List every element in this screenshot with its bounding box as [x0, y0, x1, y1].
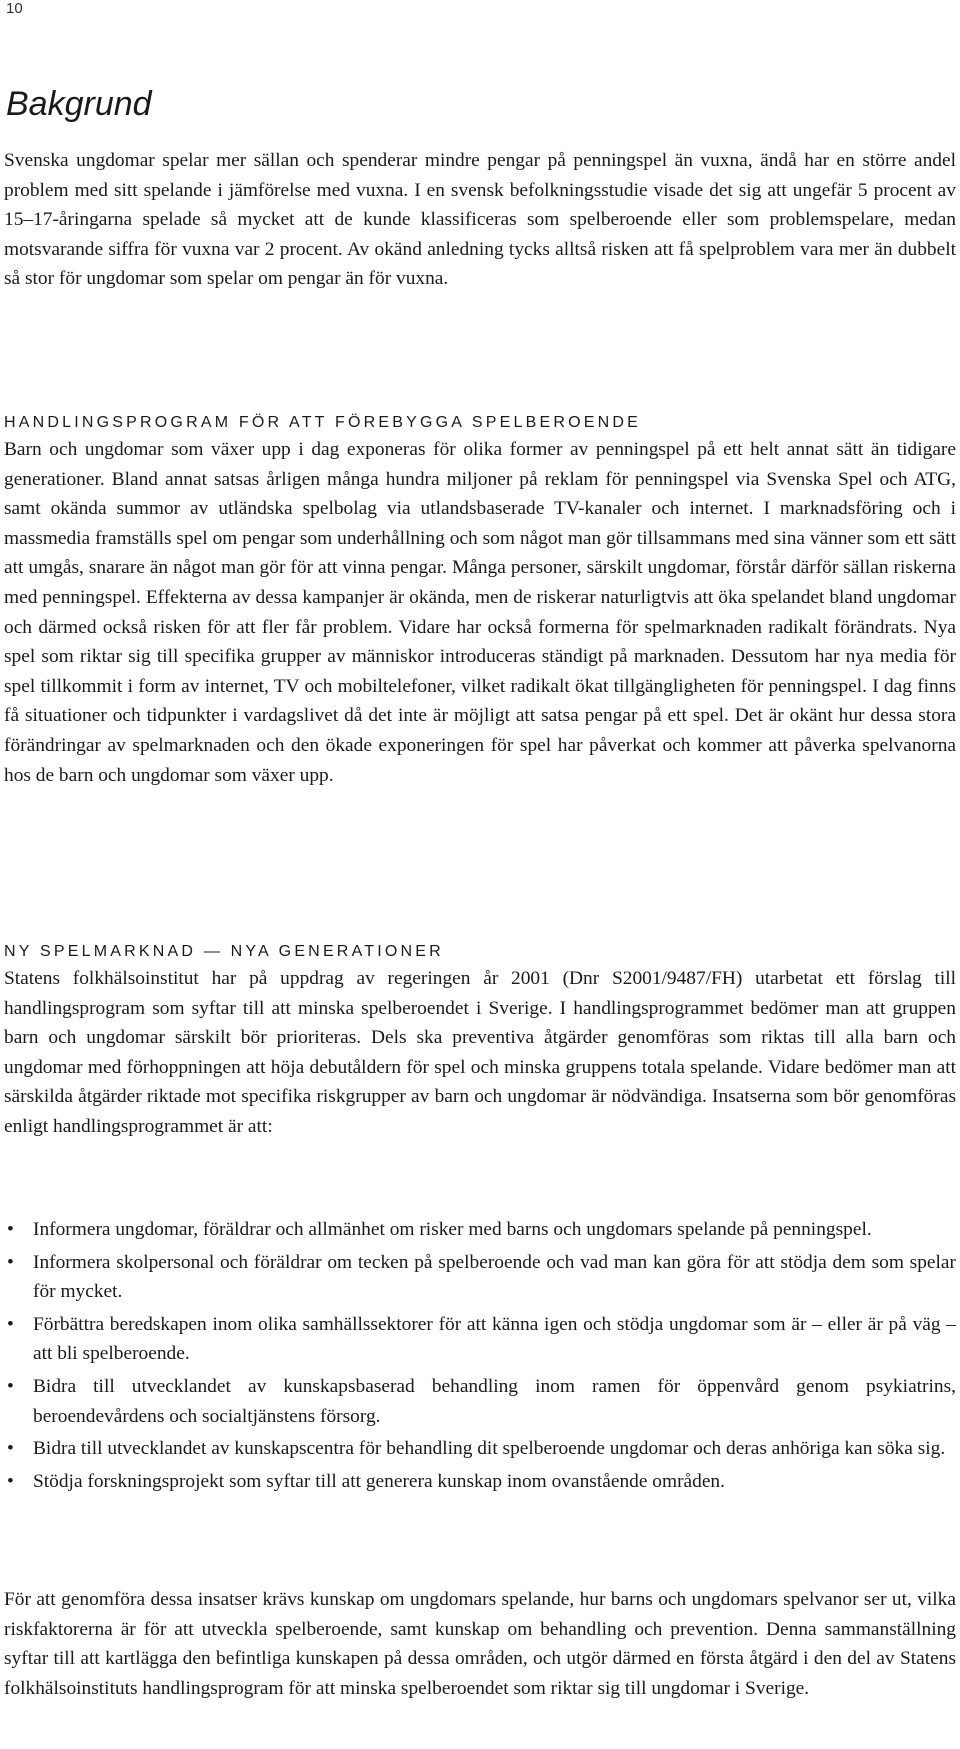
intro-paragraph: Svenska ungdomar spelar mer sällan och spenderar mindre pengar på penningspel än vuxna, ändå har en större andel problem med sitt spelande i jämförelse med vuxna. I en svensk befolkningsstudie visade det sig att ungefär 5 procent av 15–17-åringarna spelade så mycket att de kunde klassificeras som spelberoende eller som problemspelare, medan motsvarande siffra för vuxna var 2 procent. Av okänd anledning tycks alltså risken att få spelproblem vara mer än dubbelt så stor för ungdomar som spelar om pengar än för vuxna. — [4, 150, 956, 290]
section-paragraph-handlingsprogram: Barn och ungdomar som växer upp i dag exponeras för olika former av penningspel på ett helt annat sätt än tidigare generationer. Bland annat satsas årligen många hundra miljoner på reklam för penningspel via Svenska Spel och ATG, samt okända summor av utländska spelbolag via utlandsbaserade TV-kanaler och internet. I marknadsföring och i massmedia framställs spel om pengar som underhållning och som något man gör tillsammans med sina vänner som ett sätt att umgås, snarare än något man gör för att vinna pengar. Många personer, särskilt ungdomar, förstår därför sällan riskerna med penningspel. Effekterna av dessa kampanjer är okända, men de riskerar naturligtvis att öka spelandet bland ungdomar och därmed också risken för att fler får problem. Vidare har också formerna för spelmarknaden radikalt förändrats. Nya spel som riktar sig till specifika grupper av människor introduceras ständigt på marknaden. Dessutom har nya media för spel tillkommit i form av internet, TV och mobiltelefoner, vilket radikalt ökat tillgängligheten för penningspel. I dag finns få situationer och tidpunkter i vardagslivet då det inte är möjligt att satsa pengar på ett spel. Det är okänt hur dessa stora förändringar av spelmarknaden och den ökade exponeringen för spel har påverkat och kommer att påverka spelvanorna hos de barn och ungdomar som växer upp. — [4, 439, 956, 786]
bullet-icon: • — [7, 1219, 14, 1240]
list-item — [4, 1215, 956, 1245]
page-title: Bakgrund — [6, 85, 152, 123]
list-item — [4, 1467, 956, 1497]
section-heading-handlingsprogram: HANDLINGSPROGRAM FÖR ATT FÖREBYGGA SPELBEROENDE — [4, 414, 642, 431]
measures-list — [4, 1215, 956, 1499]
list-item — [4, 1372, 956, 1431]
section-heading-ny-spelmarknad: NY SPELMARKNAD — NYA GENERATIONER — [4, 943, 444, 960]
list-item-text: Informera ungdomar, föräldrar och allmänhet om risker med barns och ungdomars spelande på penningspel. — [33, 1219, 872, 1240]
list-item-text: Bidra till utvecklandet av kunskapscentra för behandling dit spelberoende ungdomar och deras anhöriga kan söka sig. — [33, 1438, 946, 1460]
list-item — [4, 1434, 956, 1464]
list-item — [4, 1248, 956, 1307]
section-paragraph-ny-spelmarknad: Statens folkhälsoinstitut har på uppdrag av regeringen år 2001 (Dnr S2001/9487/FH) utarbetat ett förslag till handlingsprogram som syftar till att minska spelberoendet i Sverige. I handlingsprogrammet bedömer man att gruppen barn och ungdomar särskilt bör prioriteras. Dels ska preventiva åtgärder genomföras som riktas till alla barn och ungdomar med förhoppningen att höja debutåldern för spel och minska gruppens totala spelande. Vidare bedömer man att särskilda åtgärder riktade mot specifika riskgrupper av barn och ungdomar är nödvändiga. Insatserna som bör genomföras enligt handlingsprogrammet är att: — [4, 968, 956, 1137]
list-item — [4, 1310, 956, 1369]
list-item-text: Stödja forskningsprojekt som syftar till att generera kunskap inom ovanstående områden. — [33, 1470, 725, 1492]
bullet-icon: • — [7, 1470, 14, 1492]
closing-paragraph: För att genomföra dessa insatser krävs kunskap om ungdomars spelande, hur barns och ungdomars spelvanor ser ut, vilka riskfaktorerna är för att utveckla spelberoende, samt kunskap om behandling och prevention. Denna sammanställning syftar till att kartlägga den befintliga kunskapen på dessa områden, och utgör därmed en första åtgärd i den del av Statens folkhälsoinstituts handlingsprogram för att minska spelberoendet som riktar sig till ungdomar i Sverige. — [4, 1589, 956, 1699]
list-item-text: Bidra till utvecklandet av kunskapsbaserad behandling inom ramen för öppenvård genom psykiatrins, beroendevårdens och socialtjänstens försorg. — [33, 1375, 956, 1427]
bullet-icon: • — [7, 1313, 14, 1335]
bullet-icon: • — [7, 1438, 14, 1460]
page-number: 10 — [6, 0, 23, 17]
list-item-text: Förbättra beredskapen inom olika samhällssektorer för att känna igen och stödja ungdomar som är – eller är på väg – att bli spelberoende. — [33, 1313, 956, 1365]
bullet-icon: • — [7, 1375, 14, 1397]
bullet-icon: • — [7, 1251, 14, 1273]
list-item-text: Informera skolpersonal och föräldrar om tecken på spelberoende och vad man kan göra för att stödja dem som spelar för mycket. — [33, 1251, 956, 1303]
